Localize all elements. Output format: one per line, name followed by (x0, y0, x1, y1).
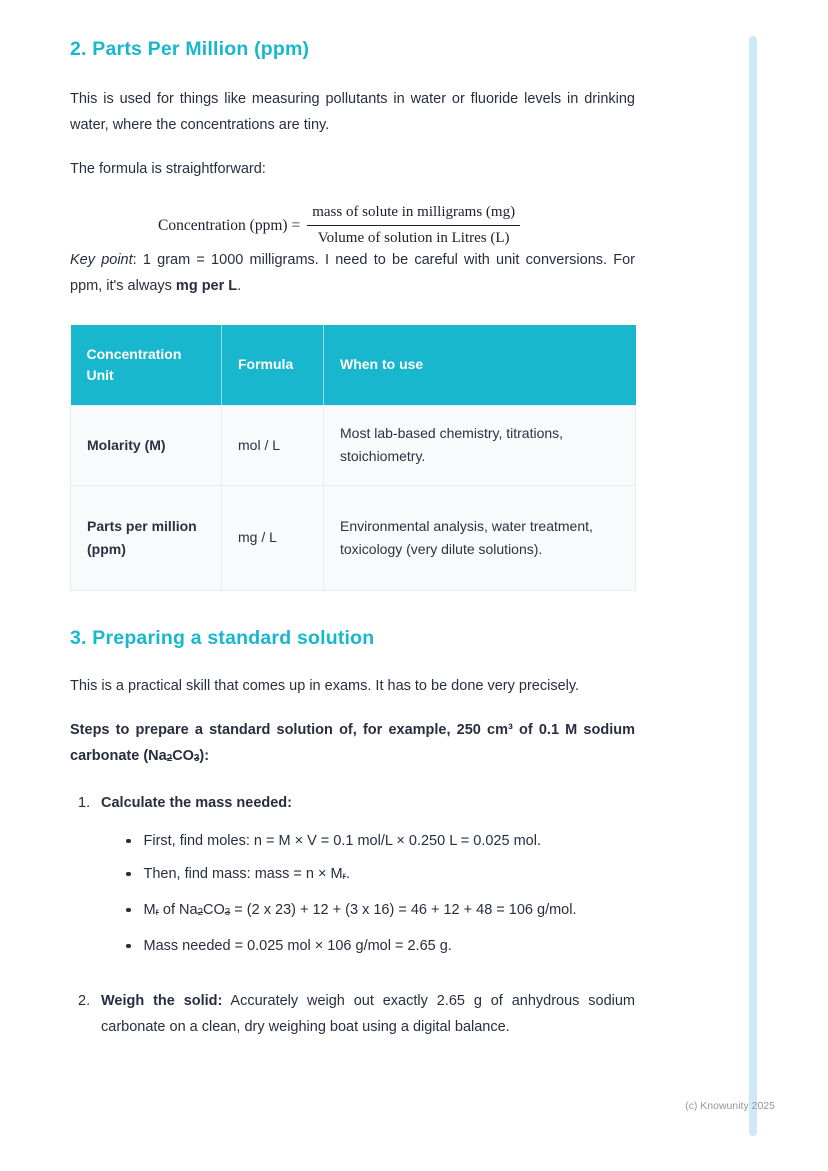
bullet-dot-icon (126, 908, 131, 913)
ppm-formula (158, 204, 635, 247)
list-number: 1. (78, 794, 91, 811)
step-text: Weigh the solid: Accurately weigh out exactly 2.65 g of anhydrous sodium carbonate on a clean, dry weighing boat using a digital balance. (101, 992, 636, 1035)
cell-formula-ppm: mg / L (222, 485, 324, 590)
numbered-steps-list (70, 790, 635, 1040)
header-cell-unit: Concentration Unit (71, 325, 222, 405)
header-cell-formula: Formula (222, 325, 324, 405)
bullet-text: First, find moles: n = M × V = 0.1 mol/L × 0.250 L = 0.025 mol. (143, 832, 541, 849)
header-cell-when: When to use (324, 325, 636, 405)
formula-fraction (307, 204, 520, 247)
bullet-text: Then, find mass: mass = n × Mr. (143, 865, 350, 882)
cell-unit-ppm: Parts per million (ppm) (71, 485, 222, 590)
bullet-item (126, 861, 635, 890)
table-header-row (71, 325, 636, 405)
cell-formula-molarity: mol / L (222, 405, 324, 485)
list-item-body (101, 790, 635, 966)
ppm-intro-paragraph: This is used for things like measuring pollutants in water or fluoride levels in drinking water, where the concentrations are tiny. (70, 91, 635, 133)
formula-lead-paragraph: The formula is straightforward: (70, 161, 266, 177)
bullet-dot-icon (126, 872, 131, 877)
bullet-item (126, 897, 635, 926)
list-item-weigh-solid (70, 988, 635, 1040)
bullet-text: Mr of Na2CO3 = (2 x 23) + 12 + (3 x 16) = 46 + 12 + 48 = 106 g/mol. (143, 901, 577, 918)
cell-when-ppm: Environmental analysis, water treatment, toxicology (very dilute solutions). (324, 485, 636, 590)
key-point-paragraph: Key point: 1 gram = 1000 milligrams. I need to be careful with unit conversions. For ppm, it's always mg per L. (70, 252, 635, 294)
standard-intro-paragraph: This is a practical skill that comes up in exams. It has to be done very precisely. (70, 677, 580, 694)
section-heading-ppm: 2. Parts Per Million (ppm) (70, 38, 310, 60)
cell-unit-molarity: Molarity (M) (71, 405, 222, 485)
bullet-item (126, 933, 635, 959)
step-label: Calculate the mass needed: (101, 794, 292, 811)
table-row (71, 405, 636, 485)
bullet-list (126, 828, 635, 959)
document-content (70, 38, 635, 1040)
concentration-units-table (70, 325, 636, 591)
steps-intro-paragraph: Steps to prepare a standard solution of, for example, 250 cm³ of 0.1 M sodium carbonate (Na2CO3): (70, 721, 635, 764)
bullet-text: Mass needed = 0.025 mol × 106 g/mol = 2.65 g. (143, 937, 452, 954)
bullet-dot-icon (126, 839, 131, 844)
section-heading-standard-solution: 3. Preparing a standard solution (70, 626, 375, 649)
footer-credit: (c) Knowunity 2025 (685, 1100, 775, 1112)
list-item-calculate-mass (70, 790, 635, 966)
bullet-dot-icon (126, 944, 131, 949)
formula-numerator: mass of solute in milligrams (mg) (307, 204, 520, 226)
bullet-item (126, 828, 635, 854)
cell-when-molarity: Most lab-based chemistry, titrations, stoichiometry. (324, 405, 636, 485)
list-number: 2. (78, 992, 91, 1009)
table-row (71, 485, 636, 590)
formula-denominator: Volume of solution in Litres (L) (317, 230, 510, 246)
right-accent-bar (749, 36, 757, 1136)
formula-lhs: Concentration (ppm) = (158, 216, 301, 234)
